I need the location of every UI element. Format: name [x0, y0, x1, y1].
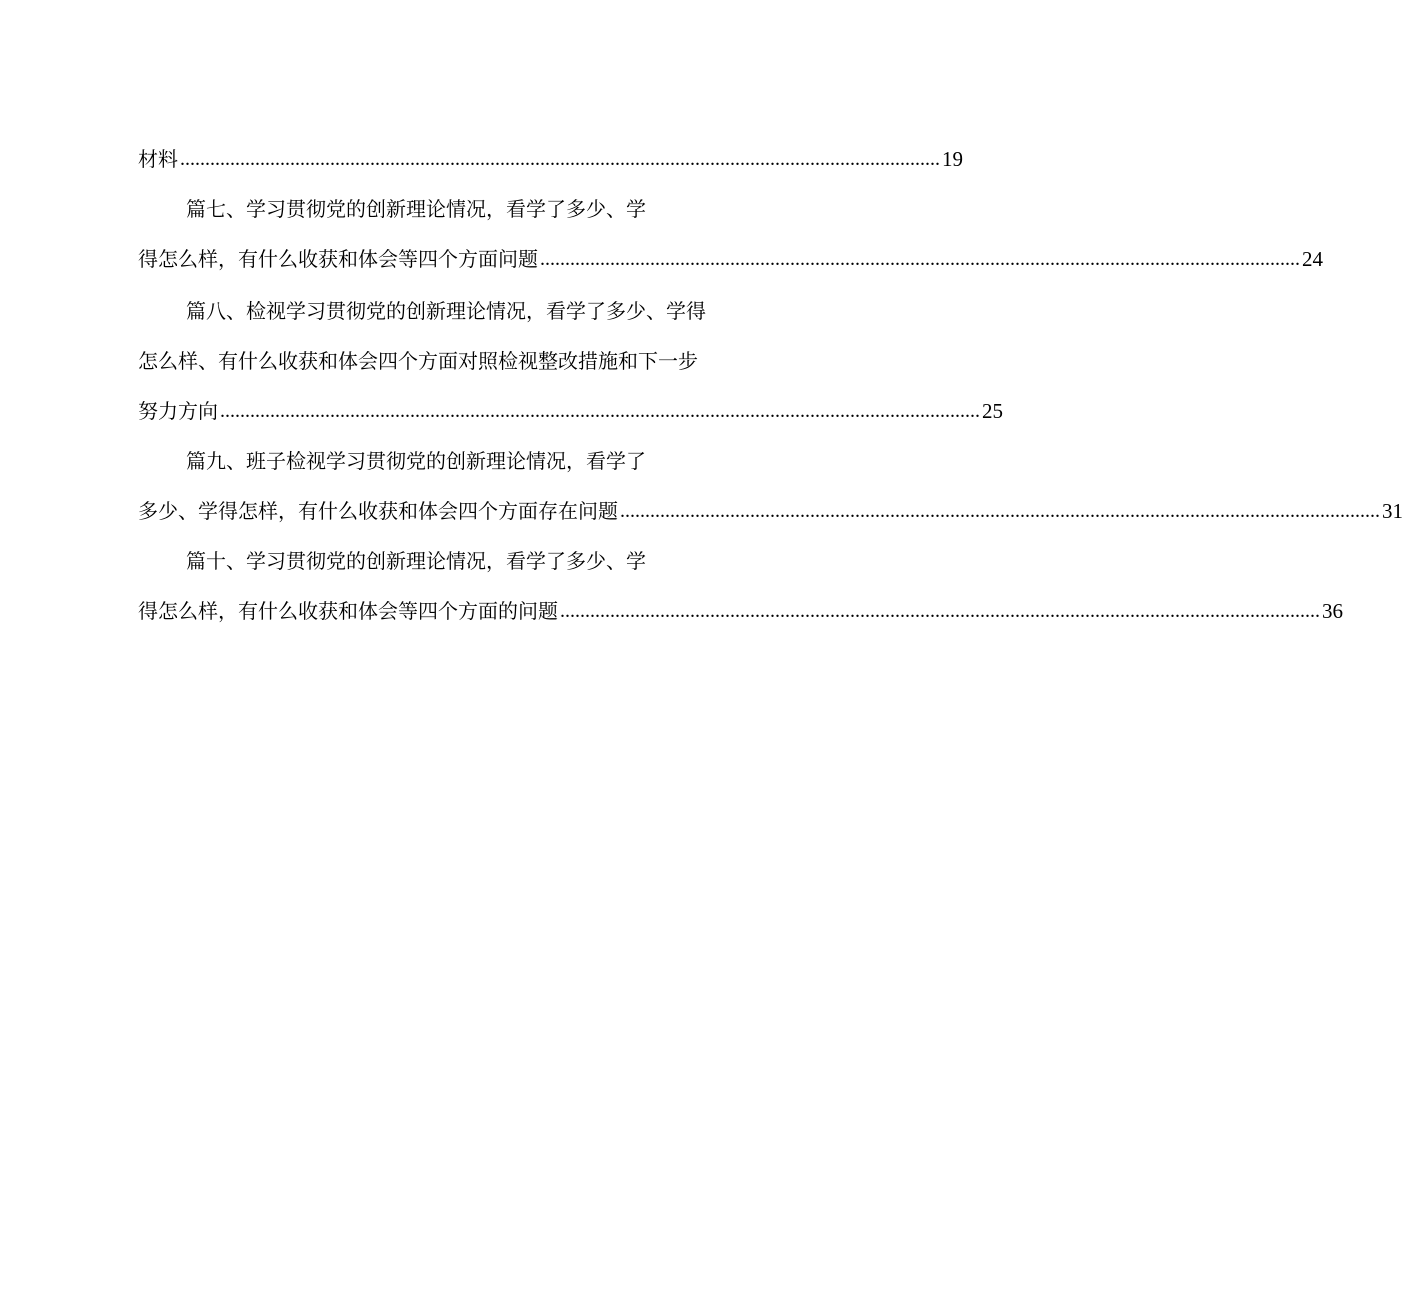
toc-entry-title[interactable]: [186, 534, 646, 574]
toc-entry-continuation[interactable]: [138, 232, 1323, 272]
toc-entry-text: 篇八、检视学习贯彻党的创新理论情况，看学了多少、学得: [186, 299, 706, 323]
toc-entry-text: 篇十、学习贯彻党的创新理论情况，看学了多少、学: [186, 549, 646, 573]
toc-page-number: 19: [942, 147, 963, 171]
toc-leader-dots: ........................................................................................................................................................: [560, 600, 1320, 622]
toc-entry-continuation[interactable]: [138, 384, 1003, 424]
toc-entry-continuation[interactable]: [138, 132, 963, 172]
toc-entry-continuation[interactable]: [138, 334, 698, 374]
toc-entry-text: 材料: [138, 147, 178, 171]
toc-entry-text: 怎么样、有什么收获和体会四个方面对照检视整改措施和下一步: [138, 349, 698, 373]
toc-entry-text: 多少、学得怎样，有什么收获和体会四个方面存在问题: [138, 499, 618, 523]
toc-entry-text: 努力方向: [138, 399, 218, 423]
toc-page-number: 36: [1322, 599, 1343, 623]
toc-entry-title[interactable]: [186, 434, 646, 474]
toc-leader-dots: ........................................................................................................................................................: [540, 248, 1300, 270]
toc-entry-continuation[interactable]: [138, 584, 1343, 624]
toc-leader-dots: ........................................................................................................................................................: [620, 500, 1380, 522]
toc-entry-title[interactable]: [186, 182, 646, 222]
toc-entry-text: 得怎么样，有什么收获和体会等四个方面问题: [138, 247, 538, 271]
toc-leader-dots: ........................................................................................................................................................: [220, 400, 980, 422]
toc-entry-text: 得怎么样，有什么收获和体会等四个方面的问题: [138, 599, 558, 623]
toc-page-number: 24: [1302, 247, 1323, 271]
toc-entry-text: 篇七、学习贯彻党的创新理论情况，看学了多少、学: [186, 197, 646, 221]
toc-entry-text: 篇九、班子检视学习贯彻党的创新理论情况，看学了: [186, 449, 646, 473]
toc-leader-dots: ........................................................................................................................................................: [180, 148, 940, 170]
toc-page-number: 31: [1382, 499, 1403, 523]
toc-entry-title[interactable]: [186, 284, 706, 324]
toc-entry-continuation[interactable]: [138, 484, 1403, 524]
toc-page-number: 25: [982, 399, 1003, 423]
